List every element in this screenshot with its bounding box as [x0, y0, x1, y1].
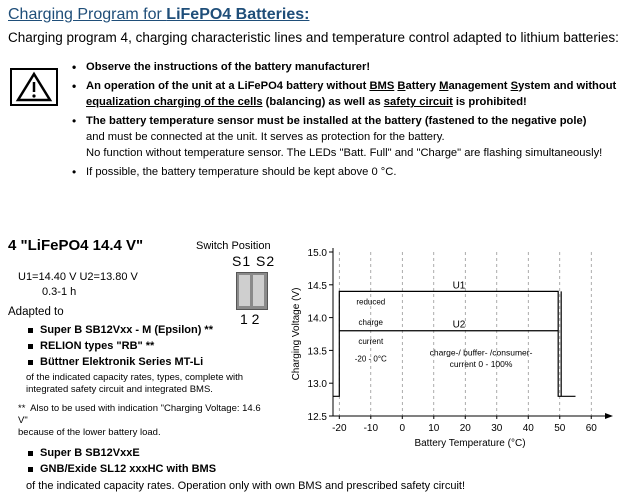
page-title: Charging Program for LiFePO4 Batteries: [8, 6, 310, 23]
program-heading: 4 "LiFePO4 14.4 V" [8, 237, 144, 254]
annotation-current: current [358, 336, 384, 346]
footnote: ** Also to be used with indication "Charging Voltage: 14.6 V" because of the lower battery load. [18, 403, 261, 438]
annotation-buffer-2: current 0 - 100% [449, 358, 513, 369]
charge-time: 0.3-1 h [42, 286, 77, 298]
list-item: RELION types "RB" ** [26, 338, 213, 354]
series-label-u1: U1 [452, 280, 466, 292]
list-item: Super B SB12Vxx - M (Epsilon) ** [26, 322, 213, 338]
list-item: GNB/Exide SL12 xxxHC with BMS [26, 461, 216, 477]
capacity-note-2: of the indicated capacity rates. Operation only with own BMS and prescribed safety circuit! [26, 480, 465, 492]
y-tick-label: 14.5 [307, 280, 327, 292]
annotation-range: -20 - 0°C [354, 354, 387, 364]
x-axis-label: Battery Temperature (°C) [414, 438, 526, 449]
warning-icon [10, 68, 58, 106]
x-tick-label: 50 [554, 423, 566, 434]
page-subtitle: Charging program 4, charging characteristic lines and temperature control adapted to lithium batteries: [8, 30, 619, 45]
note-bms: • An operation of the unit at a LiFePO4 battery without BMS Battery Management System and without equalization charging of the cells (balancing) as well as safety circuit is prohibited! [70, 78, 635, 110]
x-tick-label: 60 [585, 423, 597, 434]
x-axis-arrow-icon [605, 413, 613, 419]
annotation-buffer-1: charge-/ buffer- /consumer- [429, 347, 533, 358]
x-tick-label: 30 [491, 423, 503, 434]
note-temp-sensor: • The battery temperature sensor must be installed at the battery (fastened to the negative pole) and must be connected at the unit. It serves as protection for the battery. No function without temperature sensor. The LEDs "Batt. Full" and "Charge" are flashing simultaneously! [70, 113, 635, 161]
x-tick-label: 10 [428, 423, 440, 434]
y-axis-label: Charging Voltage (V) [291, 287, 302, 381]
dip-switch-icon [236, 272, 268, 310]
x-tick-label: -10 [363, 423, 379, 434]
x-tick-label: 0 [399, 423, 406, 434]
x-tick-label: 20 [459, 423, 471, 434]
note-manufacturer: • Observe the instructions of the battery manufacturer! [70, 59, 635, 75]
y-tick-label: 13.5 [307, 346, 327, 358]
safety-notes [70, 59, 635, 183]
battery-list-1 [26, 322, 213, 370]
x-tick-label: 40 [522, 423, 534, 434]
y-tick-label: 14.0 [307, 313, 327, 325]
voltage-values: U1=14.40 V U2=13.80 V [18, 271, 138, 283]
switch-columns: S1 S2 [232, 253, 276, 269]
y-tick-label: 12.5 [307, 412, 327, 423]
adapted-to-label: Adapted to [8, 306, 64, 318]
note-temperature: • If possible, the battery temperature should be kept above 0 °C. [70, 164, 635, 180]
list-item: Super B SB12VxxE [26, 445, 216, 461]
capacity-note-1: of the indicated capacity rates, types, complete with integrated safety circuit and integrated BMS. [26, 372, 244, 395]
annotation-charge: charge [358, 317, 384, 327]
battery-list-2 [26, 445, 216, 477]
switch-position-label: Switch Position [196, 240, 271, 252]
series-label-u2: U2 [452, 319, 466, 331]
x-tick-label: -20 [332, 423, 347, 434]
switch-numbers: 1 2 [240, 311, 260, 327]
list-item: Büttner Elektronik Series MT-Li [26, 354, 213, 370]
y-tick-label: 13.0 [307, 379, 327, 391]
charging-chart [285, 240, 625, 452]
y-tick-label: 15.0 [307, 248, 327, 259]
annotation-reduced: reduced [356, 297, 386, 307]
